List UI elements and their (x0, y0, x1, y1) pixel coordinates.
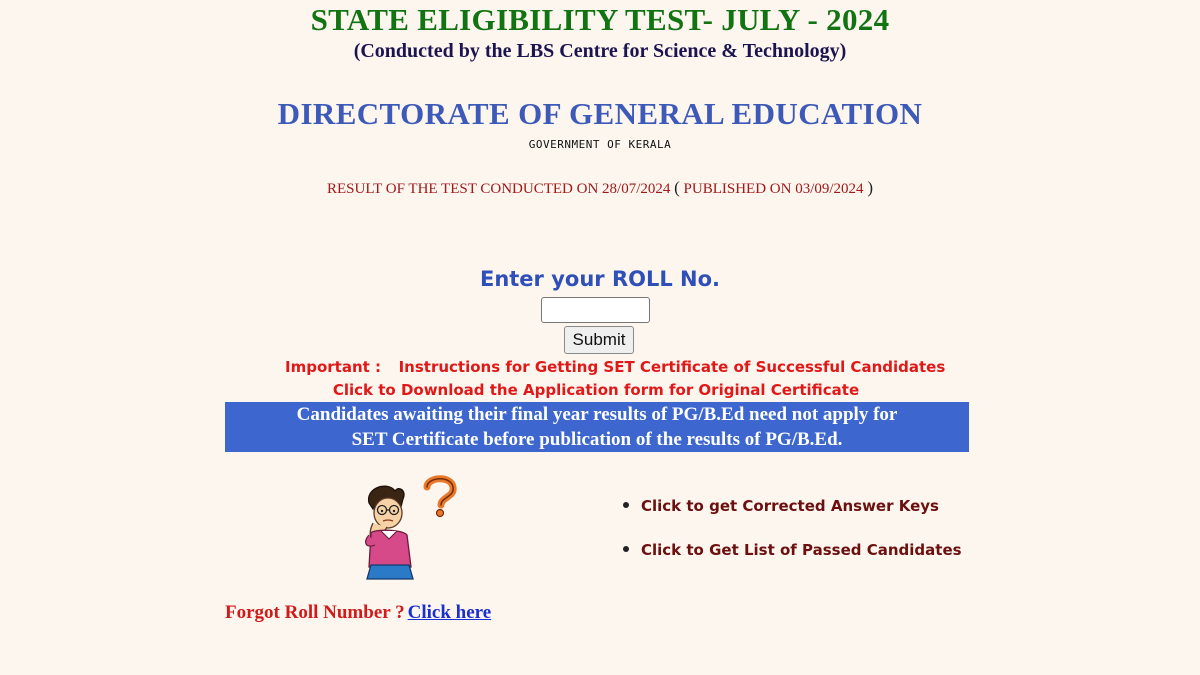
forgot-roll-label: Forgot Roll Number ? (225, 602, 405, 623)
directorate-title: DIRECTORATE OF GENERAL EDUCATION (277, 96, 923, 131)
bullet-icon (623, 546, 629, 552)
passed-candidates-list-link[interactable]: Click to Get List of Passed Candidates (641, 541, 962, 559)
forgot-roll-click-here-link[interactable]: Click here (407, 602, 492, 623)
forgot-roll-row (225, 602, 491, 624)
paren-open: ( (674, 178, 680, 197)
result-published-text: PUBLISHED ON 03/09/2024 (683, 181, 864, 197)
submit-button[interactable]: Submit (564, 326, 634, 354)
result-info (0, 178, 1200, 198)
page-subtitle: (Conducted by the LBS Centre for Science & Technology) (353, 40, 847, 62)
result-conducted-text: RESULT OF THE TEST CONDUCTED ON 28/07/2024 (327, 181, 671, 197)
notice-line-2: SET Certificate before publication of the results of PG/B.Ed. (351, 429, 843, 450)
list-item (620, 536, 962, 580)
roll-number-label: Enter your ROLL No. (479, 267, 721, 291)
download-application-form-link[interactable]: Click to Download the Application form for Original Certificate (332, 381, 860, 399)
paren-close: ) (867, 178, 873, 197)
government-label: GOVERNMENT OF KERALA (528, 138, 672, 151)
bullet-icon (623, 502, 629, 508)
notice-line-1: Candidates awaiting their final year results of PG/B.Ed need not apply for (296, 404, 898, 425)
pg-bed-notice-banner (225, 402, 969, 452)
corrected-answer-keys-link[interactable]: Click to get Corrected Answer Keys (641, 497, 939, 515)
certificate-instructions-link[interactable]: Instructions for Getting SET Certificate of Successful Candidates (398, 358, 946, 376)
quick-links-list (620, 492, 962, 580)
thinking-person-question-icon (355, 475, 465, 581)
important-notice-row (285, 357, 945, 376)
roll-number-input[interactable] (541, 297, 650, 323)
important-label: Important : (285, 358, 382, 376)
list-item (620, 492, 962, 536)
page-title: STATE ELIGIBILITY TEST- JULY - 2024 (310, 2, 890, 37)
